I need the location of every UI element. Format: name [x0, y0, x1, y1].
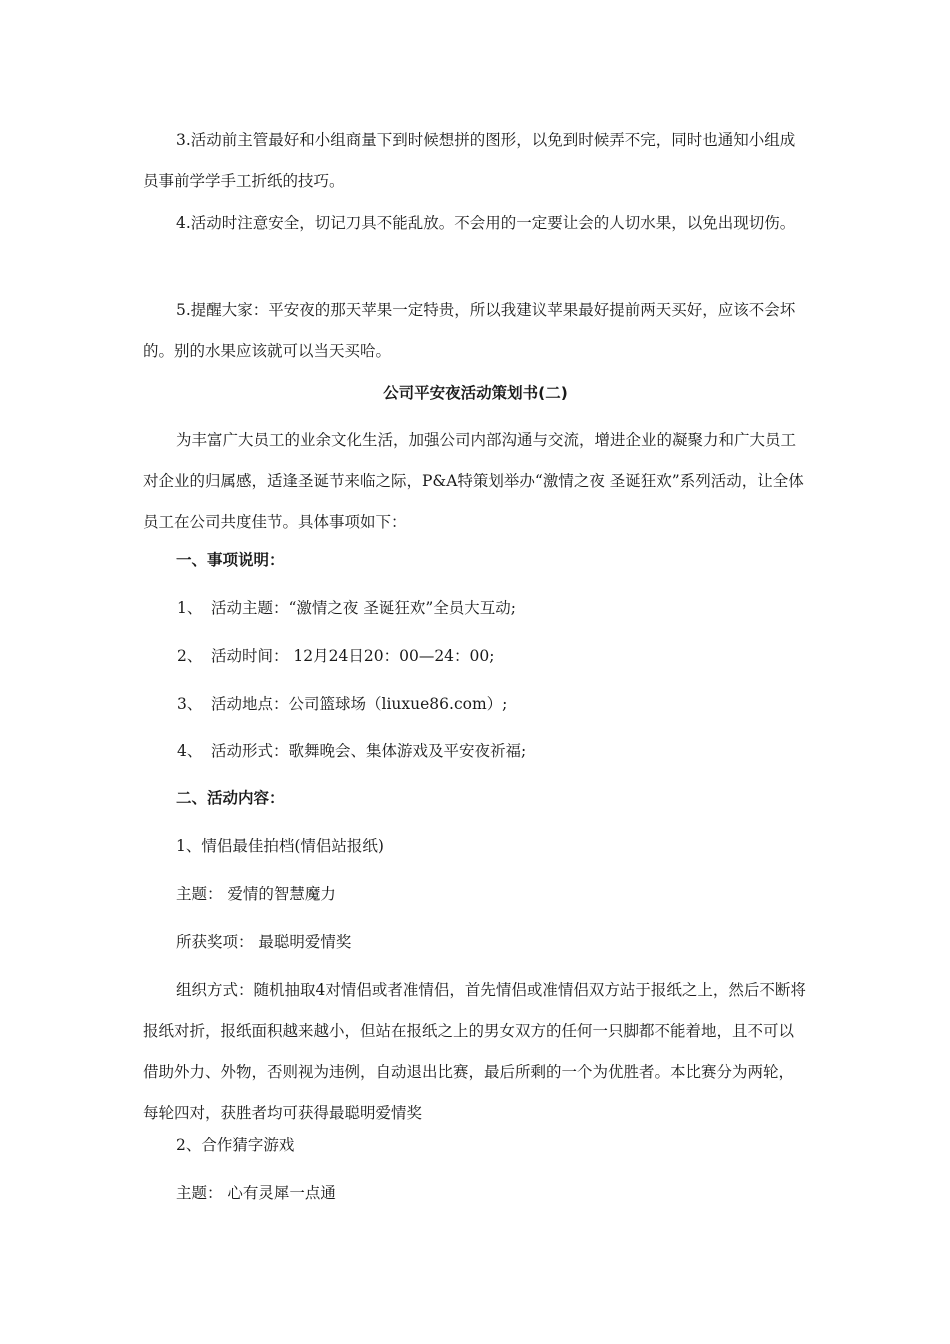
- list-item: [177, 731, 808, 772]
- list-number: 2、: [177, 647, 203, 665]
- list-number: 4、: [177, 742, 203, 760]
- section-title: 公司平安夜活动策划书(二): [383, 384, 568, 402]
- activity-1-award: 所获奖项： 最聪明爱情奖: [176, 933, 352, 951]
- list-number: 3、: [177, 695, 203, 713]
- list-text: 活动时间： 12月24日20：00—24：00;: [211, 647, 495, 665]
- list-item: [177, 588, 808, 629]
- paragraph-item-3: 3.活动前主管最好和小组商量下到时候想拼的图形，以免到时候弄不完，同时也通知小组成员事前学学手工折纸的技巧。: [143, 131, 796, 190]
- list-number: 1、: [177, 599, 203, 617]
- list-text: 活动形式：歌舞晚会、集体游戏及平安夜祈福;: [211, 742, 527, 760]
- activity-1-title: 1、情侣最佳拍档(情侣站报纸): [176, 837, 384, 855]
- activity-1-theme: 主题： 爱情的智慧魔力: [176, 885, 336, 903]
- list-text: 活动地点：公司篮球场（liuxue86.com）;: [211, 695, 508, 713]
- paragraph-item-5: 5.提醒大家：平安夜的那天苹果一定特贵，所以我建议苹果最好提前两天买好，应该不会坏的。别的水果应该就可以当天买哈。: [143, 301, 796, 360]
- heading-matters: 一、事项说明：: [176, 551, 285, 569]
- activity-2-title: 2、合作猜字游戏: [176, 1136, 295, 1154]
- list-text: 活动主题：“激情之夜 圣诞狂欢”全员大互动;: [211, 599, 516, 617]
- list-item: [177, 684, 808, 725]
- list-item: [177, 636, 808, 677]
- intro-paragraph: 为丰富广大员工的业余文化生活，加强公司内部沟通与交流，增进企业的凝聚力和广大员工对企业的归属感，适逢圣诞节来临之际，P&A特策划举办“激情之夜 圣诞狂欢”系列活动，让全体员工在公司共度佳节。具体事项如下：: [143, 431, 804, 531]
- paragraph-item-4: 4.活动时注意安全，切记刀具不能乱放。不会用的一定要让会的人切水果，以免出现切伤。: [176, 214, 796, 232]
- activity-2-theme: 主题： 心有灵犀一点通: [176, 1184, 336, 1202]
- activity-1-method: 组织方式：随机抽取4对情侣或者准情侣，首先情侣或准情侣双方站于报纸之上，然后不断将报纸对折，报纸面积越来越小，但站在报纸之上的男女双方的任何一只脚都不能着地，且不可以借助外力、外物，否则视为违例，自动退出比赛，最后所剩的一个为优胜者。本比赛分为两轮，每轮四对，获胜者均可获得最聪明爱情奖: [143, 981, 806, 1122]
- heading-content: 二、活动内容：: [176, 789, 285, 807]
